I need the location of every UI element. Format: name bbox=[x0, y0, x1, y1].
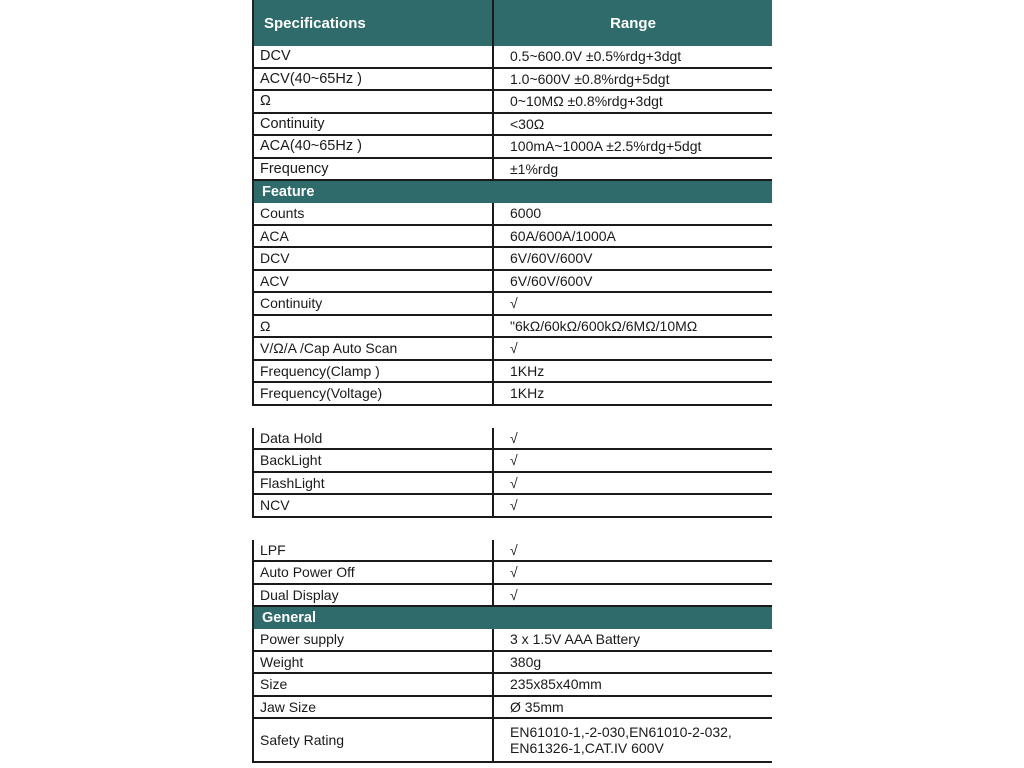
table-row bbox=[252, 293, 772, 316]
row-value: 100mA~1000A ±2.5%rdg+5dgt bbox=[510, 138, 702, 155]
table-row bbox=[252, 248, 772, 271]
row-value: 6V/60V/600V bbox=[510, 250, 593, 267]
feature-section-title: Feature bbox=[252, 181, 772, 203]
row-value: <30Ω bbox=[510, 115, 545, 132]
row-label: Dual Display bbox=[254, 585, 494, 606]
table-row bbox=[252, 361, 772, 384]
row-label: Frequency(Voltage) bbox=[254, 383, 494, 404]
table-row bbox=[252, 450, 772, 473]
table-row bbox=[252, 383, 772, 406]
group-gap bbox=[252, 518, 772, 540]
table-row bbox=[252, 495, 772, 518]
row-value: √ bbox=[510, 586, 518, 603]
table-row bbox=[252, 674, 772, 697]
row-label: Ω bbox=[254, 91, 494, 112]
table-row bbox=[252, 652, 772, 675]
table-row bbox=[252, 316, 772, 339]
row-label: Counts bbox=[254, 203, 494, 224]
features-group-a bbox=[252, 203, 772, 406]
row-label: BackLight bbox=[254, 450, 494, 471]
features-group-c bbox=[252, 540, 772, 608]
row-label: DCV bbox=[254, 46, 494, 67]
row-value: 1KHz bbox=[510, 362, 545, 379]
row-label: ACA bbox=[254, 226, 494, 247]
row-label: ACA(40~65Hz ) bbox=[254, 136, 494, 157]
row-value: √ bbox=[510, 340, 518, 357]
row-value: 0~10MΩ ±0.8%rdg+3dgt bbox=[510, 93, 663, 110]
general-section bbox=[252, 629, 772, 763]
row-label: ACV bbox=[254, 271, 494, 292]
row-label: Data Hold bbox=[254, 428, 494, 449]
row-label: DCV bbox=[254, 248, 494, 269]
table-row bbox=[252, 91, 772, 114]
specifications-section bbox=[252, 46, 772, 181]
table-row bbox=[252, 585, 772, 608]
row-label: Auto Power Off bbox=[254, 562, 494, 583]
table-row bbox=[252, 473, 772, 496]
row-value: 6000 bbox=[510, 205, 542, 222]
row-label: Continuity bbox=[254, 114, 494, 135]
row-value: 1.0~600V ±0.8%rdg+5dgt bbox=[510, 70, 670, 87]
row-label: NCV bbox=[254, 495, 494, 516]
row-label: Ω bbox=[254, 316, 494, 337]
table-header bbox=[252, 0, 772, 46]
table-row bbox=[252, 562, 772, 585]
row-value: √ bbox=[510, 497, 518, 514]
row-value: 0.5~600.0V ±0.5%rdg+3dgt bbox=[510, 48, 682, 65]
group-gap bbox=[252, 406, 772, 428]
row-value: EN61010-1,-2-030,EN61010-2-032, EN61326-1,CAT.IV 600V bbox=[510, 724, 732, 756]
table-row bbox=[252, 271, 772, 294]
row-label: Jaw Size bbox=[254, 697, 494, 718]
row-value: 3 x 1.5V AAA Battery bbox=[510, 631, 640, 648]
row-value: √ bbox=[510, 295, 518, 312]
table-row bbox=[252, 428, 772, 451]
table-row bbox=[252, 540, 772, 563]
row-label: FlashLight bbox=[254, 473, 494, 494]
table-row bbox=[252, 114, 772, 137]
table-row bbox=[252, 719, 772, 763]
row-label: Safety Rating bbox=[254, 719, 494, 761]
table-row bbox=[252, 203, 772, 226]
table-row bbox=[252, 629, 772, 652]
row-value: √ bbox=[510, 541, 518, 558]
table-row bbox=[252, 159, 772, 182]
row-label: V/Ω/A /Cap Auto Scan bbox=[254, 338, 494, 359]
row-label: ACV(40~65Hz ) bbox=[254, 69, 494, 90]
row-value: 380g bbox=[510, 653, 542, 670]
row-value: √ bbox=[510, 474, 518, 491]
table-row bbox=[252, 338, 772, 361]
header-specifications: Specifications bbox=[254, 0, 494, 46]
table-row bbox=[252, 226, 772, 249]
row-value: "6kΩ/60kΩ/600kΩ/6MΩ/10MΩ bbox=[510, 317, 698, 334]
row-value: √ bbox=[510, 429, 518, 446]
row-label: Weight bbox=[254, 652, 494, 673]
row-label: Size bbox=[254, 674, 494, 695]
table-row bbox=[252, 136, 772, 159]
row-value: ±1%rdg bbox=[510, 160, 559, 177]
row-label: Frequency(Clamp ) bbox=[254, 361, 494, 382]
table-row bbox=[252, 69, 772, 92]
row-value: 1KHz bbox=[510, 385, 545, 402]
table-row bbox=[252, 46, 772, 69]
row-value: 6V/60V/600V bbox=[510, 272, 593, 289]
spec-sheet bbox=[252, 0, 772, 763]
row-value: √ bbox=[510, 452, 518, 469]
row-label: LPF bbox=[254, 540, 494, 561]
row-value: 60A/600A/1000A bbox=[510, 227, 616, 244]
row-value: Ø 35mm bbox=[510, 698, 564, 715]
row-label: Frequency bbox=[254, 159, 494, 180]
header-range: Range bbox=[610, 14, 656, 32]
general-section-title: General bbox=[252, 607, 772, 629]
features-group-b bbox=[252, 428, 772, 518]
row-value: 235x85x40mm bbox=[510, 676, 602, 693]
table-row bbox=[252, 697, 772, 720]
row-value: √ bbox=[510, 564, 518, 581]
row-label: Power supply bbox=[254, 629, 494, 650]
row-label: Continuity bbox=[254, 293, 494, 314]
